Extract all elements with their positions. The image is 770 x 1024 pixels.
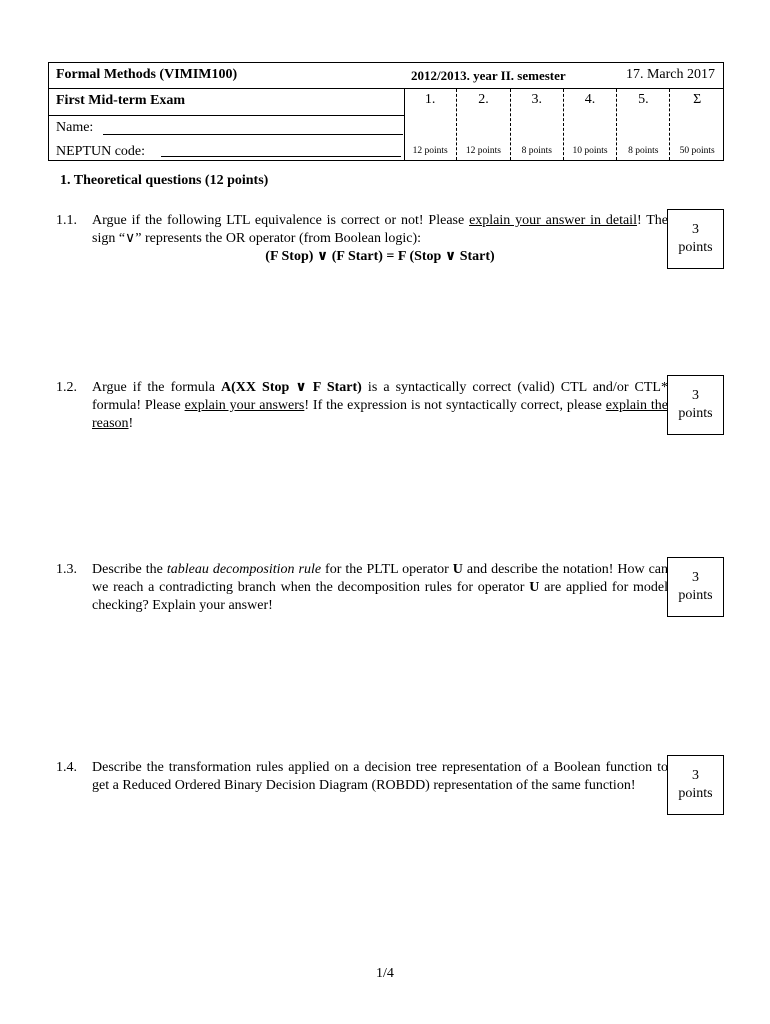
exam-title: First Mid-term Exam: [56, 93, 186, 108]
question-text: [92, 212, 668, 248]
points-value: 3: [692, 768, 699, 783]
column-points: 10 points: [572, 146, 608, 156]
question-1-3: [56, 561, 668, 615]
question-1-1: [56, 212, 668, 266]
text: ! If the expression is not syntactically correct, please: [304, 398, 606, 413]
question-number: 1.4.: [56, 760, 77, 775]
semester: 2012/2013. year II. semester: [411, 68, 566, 83]
points-box: [667, 755, 724, 815]
page-number: 1/4: [376, 966, 394, 981]
text: are applied for model checking? Explain your answer!: [92, 580, 668, 613]
exam-header-table: [48, 62, 724, 161]
underlined-text: explain your answers: [184, 398, 305, 413]
header-top-row: [49, 63, 723, 89]
bold-text: U: [529, 580, 540, 595]
formula: (F Stop) ∨ (F Start) = F (Stop ∨ Start): [265, 249, 495, 264]
italic-text: tableau decomposition rule: [166, 562, 322, 577]
underlined-text: explain the reason: [92, 398, 668, 431]
points-label: points: [678, 588, 713, 603]
points-value: 3: [692, 570, 699, 585]
text: ! The sign “∨” represents the OR operator (from Boolean logic):: [92, 213, 668, 246]
score-column-5: [617, 89, 670, 160]
column-points: 12 points: [465, 146, 501, 156]
text: and describe the notation! How can we reach a contradicting branch when the decomposition rules for operator: [92, 562, 669, 595]
neptun-field[interactable]: [161, 156, 401, 157]
column-label: 5.: [638, 92, 649, 107]
points-value: 3: [692, 388, 699, 403]
divider: [49, 115, 404, 116]
question-number: 1.3.: [56, 562, 77, 577]
score-column-3: [511, 89, 564, 160]
name-field[interactable]: [103, 134, 403, 135]
question-text: [92, 561, 668, 615]
column-points: 50 points: [679, 146, 715, 156]
points-label: points: [678, 786, 713, 801]
question-1-2: [56, 379, 668, 433]
text: Describe the: [92, 562, 167, 577]
text: is a syntactically correct (valid) CTL and/or CTL* formula! Please: [92, 380, 668, 413]
column-points: 8 points: [521, 146, 552, 156]
text: Argue if the following LTL equivalence is correct or not! Please: [92, 213, 470, 228]
points-label: points: [678, 406, 713, 421]
score-column-1: [404, 89, 457, 160]
points-label: points: [678, 240, 713, 255]
score-column-total: [671, 89, 724, 160]
column-label: 2.: [478, 92, 489, 107]
course-title: Formal Methods (VIMIM100): [56, 67, 238, 82]
column-label: Σ: [693, 92, 702, 107]
column-label: 1.: [424, 92, 436, 107]
points-box: [667, 209, 724, 269]
question-1-4: [56, 759, 668, 795]
question-number: 1.1.: [56, 213, 77, 228]
points-box: [667, 557, 724, 617]
section-title: 1. Theoretical questions (12 points): [60, 173, 269, 188]
column-label: 3.: [531, 92, 542, 107]
question-text: Describe the transformation rules applied on a decision tree representation of a Boolean function to get a Reduced Ordered Binary Decision Diagram (ROBDD) representation of the same function!: [92, 760, 668, 793]
score-column-4: [564, 89, 617, 160]
name-label: Name:: [56, 120, 94, 135]
column-points: 8 points: [628, 146, 659, 156]
neptun-label: NEPTUN code:: [56, 144, 146, 159]
exam-date: 17. March 2017: [625, 67, 715, 82]
bold-text: U: [452, 562, 463, 577]
column-label: 4.: [584, 92, 596, 107]
points-box: [667, 375, 724, 435]
question-text: [92, 379, 668, 433]
text: Argue if the formula: [92, 380, 221, 395]
score-column-2: [457, 89, 510, 160]
column-points: 12 points: [412, 146, 448, 156]
underlined-text: explain your answer in detail: [469, 213, 637, 228]
text: !: [128, 416, 134, 431]
bold-text: A(XX Stop ∨ F Start): [220, 380, 362, 395]
text: for the PLTL operator: [321, 562, 453, 577]
question-number: 1.2.: [56, 380, 77, 395]
points-value: 3: [692, 222, 699, 237]
